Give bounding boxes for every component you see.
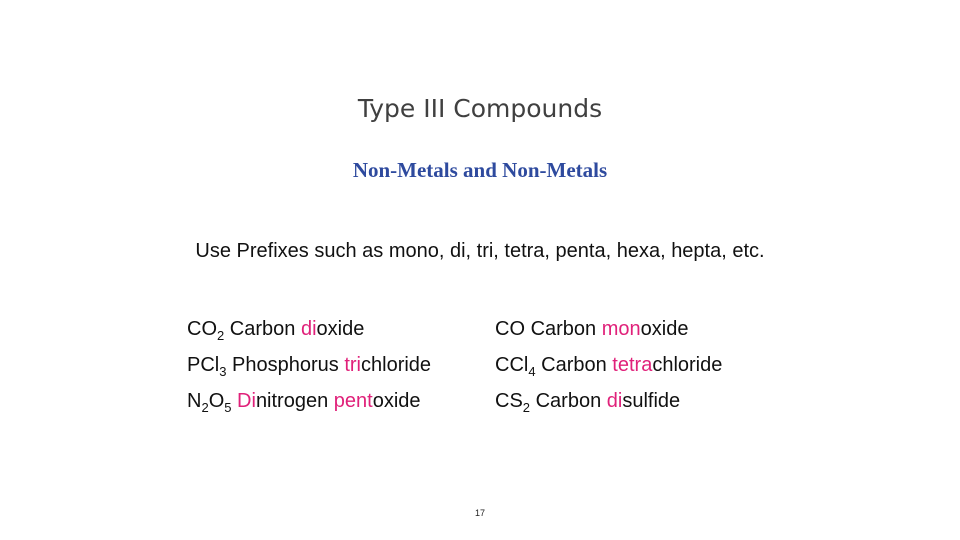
- compound-name: [237, 390, 420, 412]
- name-part: nitrogen: [255, 390, 334, 412]
- formula-subscript: 2: [522, 400, 531, 415]
- compound-name: [230, 318, 365, 340]
- page-number: 17: [474, 508, 485, 518]
- formula-subscript: 4: [528, 364, 536, 379]
- name-part: Carbon: [535, 390, 607, 412]
- formula-element: CO: [495, 318, 525, 340]
- slide-title: Type III Compounds: [357, 94, 603, 123]
- formula-subscript: 2: [201, 400, 209, 415]
- formula-element: CS: [495, 390, 523, 412]
- formula: [187, 390, 232, 415]
- compound-name: [232, 354, 431, 376]
- compound-row-n2o5: [187, 385, 431, 421]
- formula: [187, 354, 227, 379]
- name-part: oxide: [372, 390, 421, 412]
- formula: [495, 390, 531, 415]
- formula-element: CCl: [495, 354, 529, 376]
- compound-name: [536, 390, 681, 412]
- compound-row-ccl4: [495, 349, 722, 385]
- compound-list-left: [187, 313, 431, 421]
- slide-subtitle: Non-Metals and Non-Metals: [352, 158, 608, 182]
- name-part: Phosphorus: [232, 354, 345, 376]
- name-part: sulfide: [622, 390, 681, 412]
- formula: [495, 318, 525, 340]
- name-part: chloride: [652, 354, 723, 376]
- prefix-highlight: mon: [601, 318, 641, 340]
- prefix-highlight: tri: [344, 354, 361, 376]
- name-part: oxide: [316, 318, 365, 340]
- compound-row-co: [495, 313, 722, 349]
- compound-name: [531, 318, 689, 340]
- prefix-highlight: tetra: [612, 354, 653, 376]
- formula-element: O: [208, 390, 225, 412]
- formula-element: PCl: [187, 354, 220, 376]
- formula-element: CO: [187, 318, 217, 340]
- compound-name: [541, 354, 722, 376]
- prefix-highlight: di: [606, 390, 623, 412]
- formula-subscript: 3: [219, 364, 227, 379]
- formula: [187, 318, 225, 343]
- compound-row-pcl3: [187, 349, 431, 385]
- name-part: chloride: [361, 354, 432, 376]
- compound-row-co2: [187, 313, 431, 349]
- prefix-highlight: pent: [333, 390, 373, 412]
- formula-element: N: [187, 390, 202, 412]
- name-part: Carbon: [530, 318, 602, 340]
- name-part: Carbon: [229, 318, 301, 340]
- prefix-highlight: di: [300, 318, 317, 340]
- formula-subscript: 5: [224, 400, 232, 415]
- prefix-rule-text: Use Prefixes such as mono, di, tri, tetra, penta, hexa, hepta, etc.: [195, 240, 765, 262]
- formula-subscript: 2: [217, 328, 225, 343]
- compound-row-cs2: [495, 385, 722, 421]
- compound-list-right: [495, 313, 722, 421]
- name-part: Carbon: [541, 354, 613, 376]
- name-part: oxide: [640, 318, 689, 340]
- formula: [495, 354, 536, 379]
- prefix-highlight: Di: [237, 390, 256, 412]
